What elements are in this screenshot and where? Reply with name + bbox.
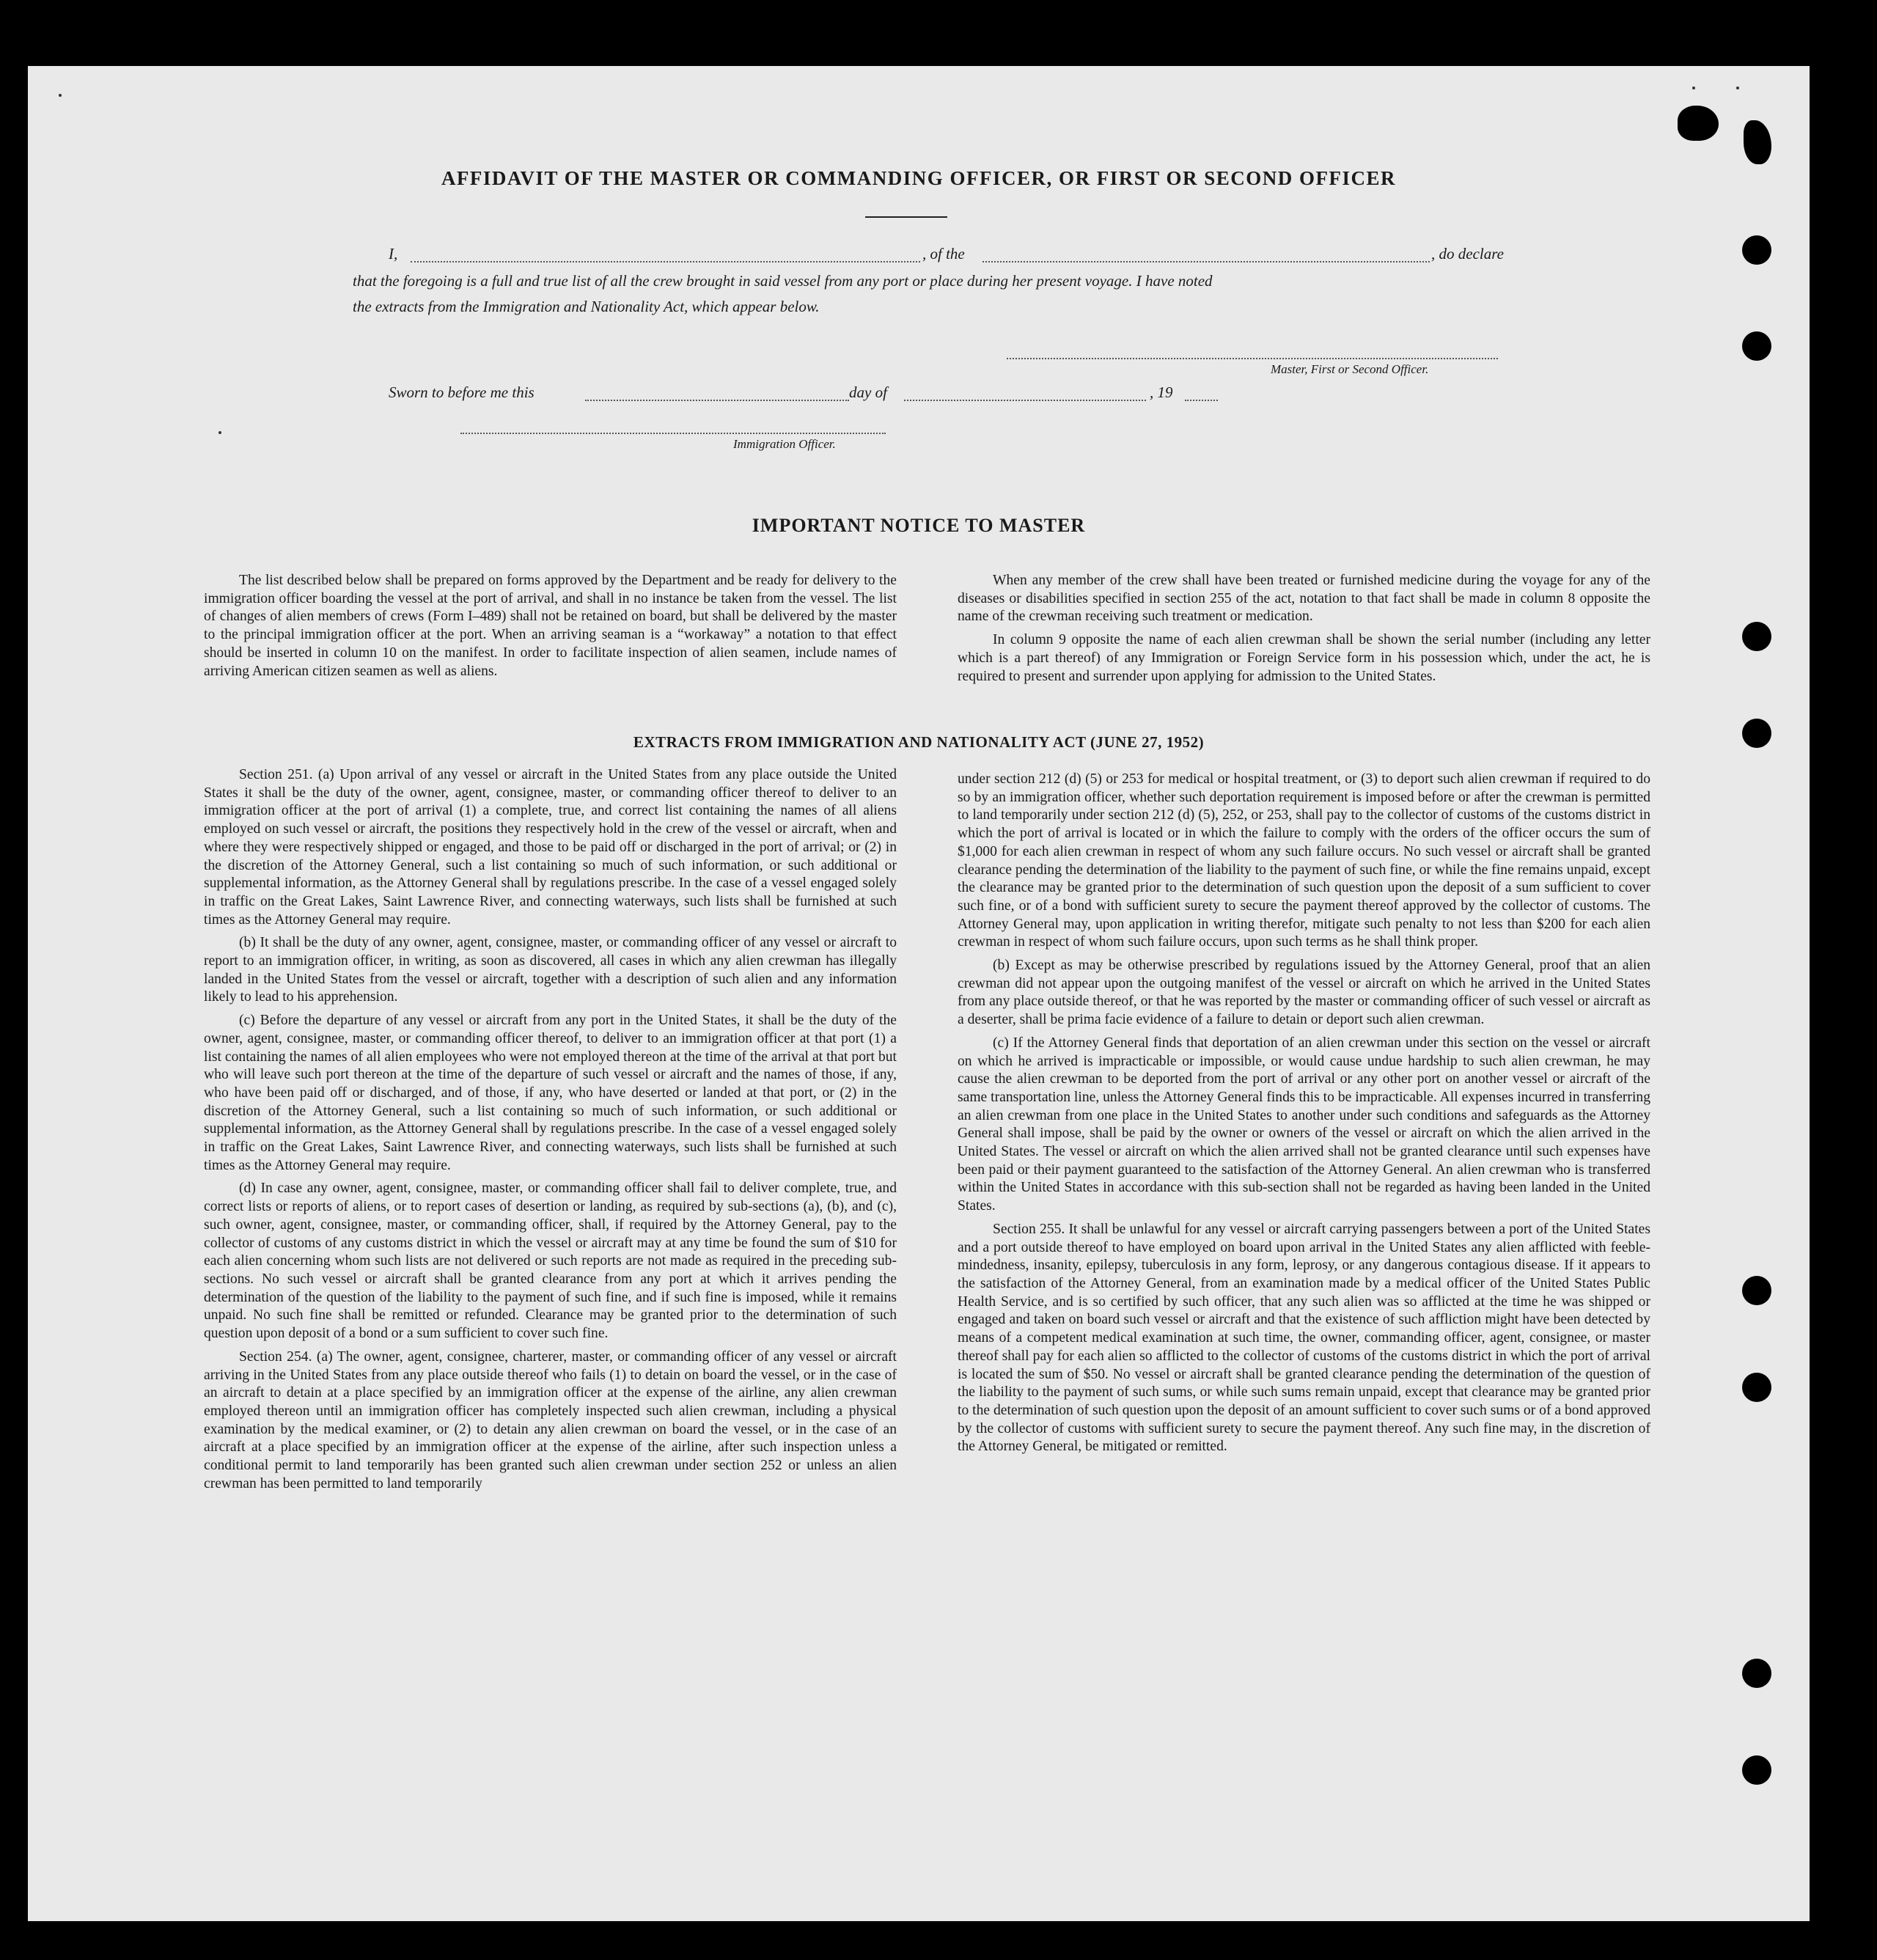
declaration-line: that the foregoing is a full and true list of all the crew brought in said vessel from any port or place during her present voyage. I have noted xyxy=(353,272,1213,290)
scan-speck xyxy=(1736,87,1739,89)
statute-paragraph: (c) If the Attorney General finds that deportation of an alien crewman under this section on the vessel or aircraft on which he arrived is impracticable or impossible, or would cause undue hardship to such alien crewman, he may cause the alien crewman to be deported from the port of arrival or any other port on another vessel or aircraft of the same transportation line, unless the Attorney General finds this to be impracticable. All expenses incurred in transferring an alien crewman from one place in the United States to another under such conditions and safeguards as the Attorney General shall impose, shall be paid by the owner or owners of the vessel or aircraft on which the alien arrived in the United States. The vessel or aircraft on which the alien arrived shall not be granted clearance until such expenses have been paid or their payment guaranteed to the satisfaction of the Attorney General. An alien crewman who is transferred within the United States in accordance with this sub-section shall not be regarded as having been landed in the United States. xyxy=(958,1035,1650,1214)
officer-signature-caption: Immigration Officer. xyxy=(733,437,836,451)
statute-paragraph: (c) Before the departure of any vessel or aircraft from any port in the United States, it shall be the duty of the owner, agent, consignee, master, or commanding officer thereof, to deliver to an immigration officer at that port (1) a list containing the names of all alien employees who were not employed thereon at the time of the arrival at that port but who will leave such port thereon at the time of the departure of such vessel or aircraft and the names of those, if any, who have been paid off or discharged, and of those, if any, who have deserted or landed at that port, or (2) in the discretion of the Attorney General, such a list containing so much of such information, or such additional or supplemental information, as the Attorney General shall by regulations prescribe. In the case of a vessel engaged solely in traffic on the Great Lakes, Saint Lawrence River, and connecting waterways, such lists shall be furnished at such times as the Attorney General may require. xyxy=(204,1013,897,1173)
master-signature-caption: Master, First or Second Officer. xyxy=(1271,362,1429,376)
officer-signature-field[interactable] xyxy=(460,433,886,434)
punch-hole xyxy=(1742,622,1771,651)
year-label: , 19 xyxy=(1150,383,1173,401)
vessel-name-field[interactable] xyxy=(982,261,1430,263)
sworn-day-field[interactable] xyxy=(585,400,849,401)
do-declare-label: , do declare xyxy=(1431,245,1504,263)
scan-speck xyxy=(59,94,62,97)
vessel-of-label: , of the xyxy=(922,245,965,263)
punch-hole xyxy=(1742,331,1771,361)
statute-paragraph: (d) In case any owner, agent, consignee, master, or commanding officer shall fail to deliver complete, true, and correct lists or reports of aliens, or to report cases of desertion or landing, as required by sub-sections (a), (b), and (c), such owner, agent, consignee, master, or commanding officer, shall, if required by the Attorney General, pay to the collector of customs of any customs district in which the vessel or aircraft may at any time be found the sum of $10 for each alien concerning whom such lists are not delivered or such reports are not made as required in the preceding sub-sections. No such vessel or aircraft shall be granted clearance from any port at which it arrives pending the determination of the question of the liability to the payment of such fine, and if such fine is imposed, while it remains unpaid. No such fine shall be remitted or refunded. Clearance may be granted prior to the determination of such question upon deposit of a bond or a sum sufficient to cover such fine. xyxy=(204,1181,897,1342)
statute-paragraph: (b) Except as may be otherwise prescribed by regulations issued by the Attorney General, proof that an alien crewman did not appear upon the outgoing manifest of the vessel or aircraft on which he arrived in the United States from any place outside thereof, or that he was reported by the master or commanding officer of such vessel or aircraft as a deserter, shall be prima facie evidence of a failure to detain or deport such alien crewman. xyxy=(958,958,1650,1028)
affidavit-title: AFFIDAVIT OF THE MASTER OR COMMANDING OFFICER, OR FIRST OR SECOND OFFICER xyxy=(441,167,1397,189)
statute-paragraph: Section 251. (a) Upon arrival of any vessel or aircraft in the United States from any place outside the United States it shall be the duty of the owner, agent, consignee, master, or commanding officer thereof to deliver to an immigration officer at the port of arrival (1) a complete, true, and correct list containing the names of all aliens employed on such vessel or aircraft, the positions they respectively hold in the crew of the vessel or aircraft, when and where they were respectively shipped or engaged, and those to be paid off or discharged in the port of arrival; or (2) in the discretion of the Attorney General, such a list containing so much of such information, or such additional or supplemental information, as the Attorney General shall by regulations prescribe. In the case of a vessel engaged solely in traffic on the Great Lakes, Saint Lawrence River, and connecting waterways, such lists shall be furnished at such times as the Attorney General may require. xyxy=(204,767,897,928)
punch-hole xyxy=(1742,1755,1771,1785)
statute-paragraph: Section 254. (a) The owner, agent, consignee, charterer, master, or commanding officer of any vessel or aircraft arriving in the United States from any place outside thereof who fails (1) to detain on board the vessel, or in the case of an aircraft to detain at a place specified by an immigration officer at the expense of the airline, any alien crewman employed thereon until an immigration officer has completely inspected such alien crewman, including a physical examination by the medical examiner, or (2) to detain any alien crewman on board the vessel, or in the case of an aircraft at a place specified by an immigration officer at the expense of the airline, after such inspection unless a conditional permit to land temporarily has been granted such alien crewman under section 252 or unless an alien crewman has been permitted to land temporarily xyxy=(204,1348,897,1491)
extracts-right-column xyxy=(958,771,1650,1461)
master-signature-field[interactable] xyxy=(1007,358,1498,359)
sworn-year-field[interactable] xyxy=(1185,400,1218,401)
punch-hole xyxy=(1742,1373,1771,1402)
notice-left-column xyxy=(204,572,897,686)
scan-speck xyxy=(218,431,221,434)
notice-right-column xyxy=(958,572,1650,691)
sworn-month-field[interactable] xyxy=(904,400,1146,401)
statute-paragraph: (b) It shall be the duty of any owner, agent, consignee, master, or commanding officer of any vessel or aircraft to report to an immigration officer, in writing, as soon as discovered, all cases in which any alien crewman has illegally landed in the United States from the vessel or aircraft, together with a description of such alien and any information likely to lead to his apprehension. xyxy=(204,935,897,1005)
title-divider xyxy=(865,216,947,218)
sworn-label: Sworn to before me this xyxy=(389,383,535,401)
punch-hole xyxy=(1742,235,1771,265)
extracts-title: EXTRACTS FROM IMMIGRATION AND NATIONALITY ACT (JUNE 27, 1952) xyxy=(633,733,1205,751)
notice-paragraph: In column 9 opposite the name of each alien crewman shall be shown the serial number (including any letter which is a part thereof) of any Immigration or Foreign Service form in his possession which, under the act, he is required to present and surrender upon applying for admission to the United States. xyxy=(958,632,1650,684)
scan-speck xyxy=(1692,87,1695,89)
punch-hole xyxy=(1742,1276,1771,1305)
notice-paragraph: When any member of the crew shall have been treated or furnished medicine during the voyage for any of the diseases or disabilities specified in section 255 of the act, notation to that fact shall be made in column 8 opposite the name of the crewman receiving such treatment or medication. xyxy=(958,573,1650,625)
notice-title: IMPORTANT NOTICE TO MASTER xyxy=(752,515,1086,536)
extracts-left-column xyxy=(204,766,897,1498)
declarant-label: I, xyxy=(389,245,398,263)
punch-hole-blob xyxy=(1744,120,1771,164)
statute-paragraph: under section 212 (d) (5) or 253 for medical or hospital treatment, or (3) to deport such alien crewman if required to do so by an immigration officer, whether such deportation requirement is imposed before or after the crewman is permitted to land temporarily under section 212 (d) (5), 252, or 253, shall pay to the collector of customs of the customs district in which the port of arrival is located or in which the failure to comply with the orders of the officer occurs the sum of $1,000 for each alien crewman in respect of whom any such failure occurs. No such vessel or aircraft shall be granted clearance pending the determination of the liability to the payment of such fine, or while the fine remains unpaid, except the clearance may be granted prior to the determination of such question upon the deposit of a sum sufficient to cover such fine, or of a bond with sufficient surety to secure the payment thereof approved by the collector of customs. The Attorney General may, upon application in writing therefor, mitigate such penalty to not less than $200 for each alien crewman in respect of whom such failure occurs, upon such terms as he shall think proper. xyxy=(958,771,1650,950)
declaration-line: the extracts from the Immigration and Nationality Act, which appear below. xyxy=(353,298,820,315)
declarant-name-field[interactable] xyxy=(411,261,920,263)
notice-paragraph: The list described below shall be prepared on forms approved by the Department and be ready for delivery to the immigration officer boarding the vessel at the port of arrival, and shall in no instance be taken from the vessel. The list of changes of alien members of crews (Form I–489) shall not be retained on board, but shall be delivered by the master to the principal immigration officer at the port. When an arriving seaman is a “workaway” a notation to that effect should be inserted in column 10 on the manifest. In order to facilitate inspection of alien seamen, include names of arriving American citizen seamen as well as aliens. xyxy=(204,573,897,679)
statute-paragraph: Section 255. It shall be unlawful for any vessel or aircraft carrying passengers between a port of the United States and a port outside thereof to have employed on board upon arrival in the United States any alien afflicted with feeble-mindedness, insanity, epilepsy, tuberculosis in any form, leprosy, or any dangerous contagious disease. If it appears to the satisfaction of the Attorney General, from an examination made by a medical officer of the United States Public Health Service, and is so certified by such officer, that any such alien was so afflicted at the time he was shipped or engaged and taken on board such vessel or aircraft and that the existence of such affliction might have been detected by means of a competent medical examination at such time, the owner, commanding officer, agent, consignee, or master thereof shall pay for each alien so afflicted to the collector of customs of the customs district in which the port of arrival is located the sum of $50. No vessel or aircraft shall be granted clearance pending the determination of the question of the liability to the payment of such sums, or while such sums remain unpaid, except that clearance may be granted prior to the determination of such question upon the deposit of an amount sufficient to cover such sums or of a bond approved by the collector of customs with sufficient surety to secure the payment thereof. Any such fine may, in the discretion of the Attorney General, be mitigated or remitted. xyxy=(958,1221,1650,1455)
punch-hole xyxy=(1742,1659,1771,1688)
punch-hole-blob xyxy=(1678,106,1719,141)
day-of-label: day of xyxy=(849,383,887,401)
document-page xyxy=(28,66,1810,1921)
